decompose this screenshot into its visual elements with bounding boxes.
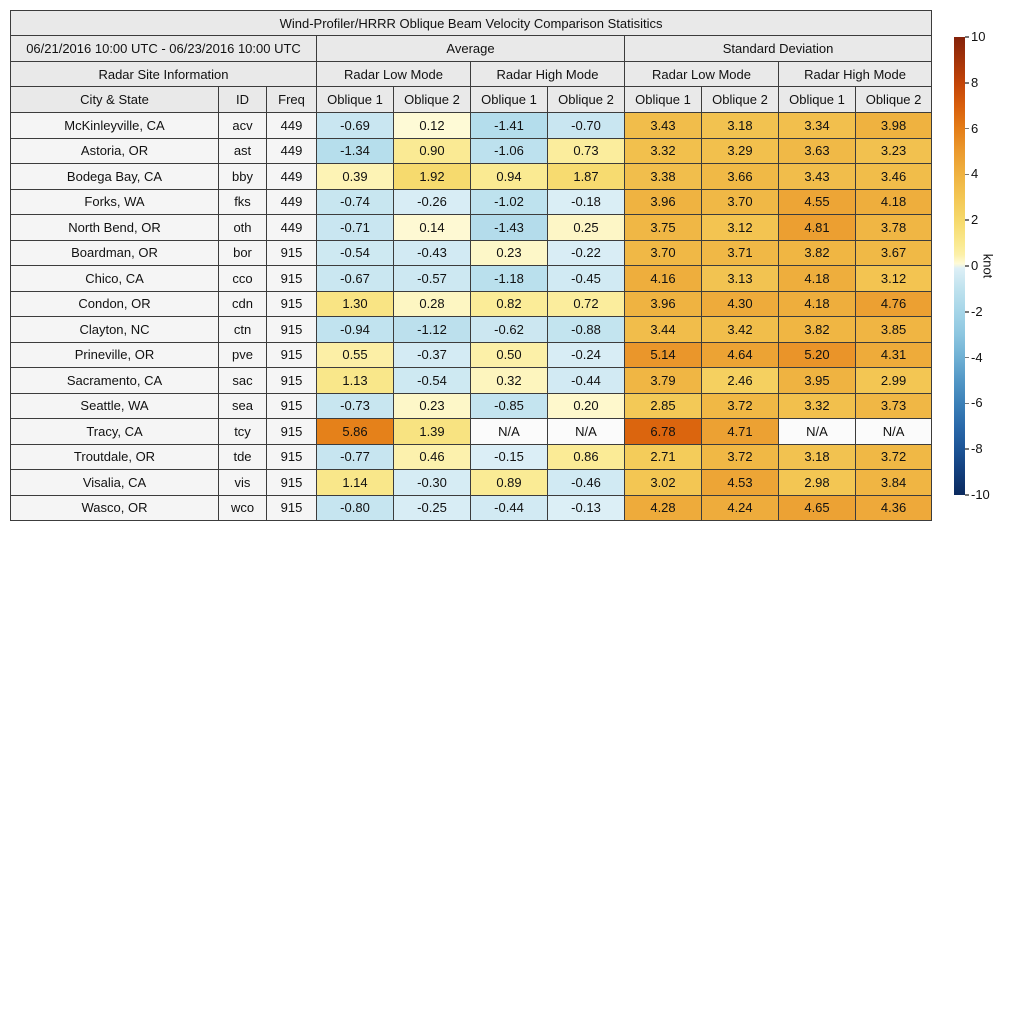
value-cell: 3.72 xyxy=(702,393,779,419)
colorbar-tick xyxy=(965,494,969,496)
value-cell: 4.18 xyxy=(856,189,932,215)
value-cell: 3.82 xyxy=(779,317,856,343)
value-cell: 0.94 xyxy=(471,164,548,190)
city-cell: North Bend, OR xyxy=(11,215,219,241)
col-freq: Freq xyxy=(267,87,317,113)
city-cell: Chico, CA xyxy=(11,266,219,292)
value-cell: 0.25 xyxy=(548,215,625,241)
value-cell: 2.46 xyxy=(702,368,779,394)
value-cell-na: N/A xyxy=(779,419,856,445)
value-cell: -0.62 xyxy=(471,317,548,343)
col-oblique-1: Oblique 1 xyxy=(779,87,856,113)
value-cell: -0.80 xyxy=(317,495,394,521)
freq-cell: 449 xyxy=(267,138,317,164)
value-cell: 3.18 xyxy=(702,113,779,139)
value-cell: 0.82 xyxy=(471,291,548,317)
table-row xyxy=(11,470,932,496)
value-cell: -0.85 xyxy=(471,393,548,419)
freq-cell: 915 xyxy=(267,291,317,317)
site-id-cell: bor xyxy=(219,240,267,266)
value-cell: 3.95 xyxy=(779,368,856,394)
city-cell: McKinleyville, CA xyxy=(11,113,219,139)
value-cell: 3.44 xyxy=(625,317,702,343)
value-cell: 4.28 xyxy=(625,495,702,521)
col-id: ID xyxy=(219,87,267,113)
value-cell: 4.81 xyxy=(779,215,856,241)
colorbar-tick-label: -4 xyxy=(971,349,983,365)
colorbar-tick xyxy=(965,82,969,84)
value-cell: -0.57 xyxy=(394,266,471,292)
colorbar-tick-label: -8 xyxy=(971,441,983,457)
value-cell: -0.45 xyxy=(548,266,625,292)
table-row xyxy=(11,113,932,139)
city-cell: Clayton, NC xyxy=(11,317,219,343)
stats-table xyxy=(10,10,932,521)
value-cell: -0.26 xyxy=(394,189,471,215)
value-cell: 4.24 xyxy=(702,495,779,521)
value-cell: 3.82 xyxy=(779,240,856,266)
value-cell: -0.54 xyxy=(317,240,394,266)
value-cell: 0.14 xyxy=(394,215,471,241)
freq-cell: 915 xyxy=(267,368,317,394)
value-cell: -0.67 xyxy=(317,266,394,292)
site-id-cell: oth xyxy=(219,215,267,241)
city-cell: Forks, WA xyxy=(11,189,219,215)
value-cell: 0.20 xyxy=(548,393,625,419)
table-row xyxy=(11,240,932,266)
value-cell: 1.14 xyxy=(317,470,394,496)
value-cell: 0.89 xyxy=(471,470,548,496)
value-cell: 3.42 xyxy=(702,317,779,343)
value-cell: -0.43 xyxy=(394,240,471,266)
value-cell: 3.72 xyxy=(702,444,779,470)
value-cell: -0.77 xyxy=(317,444,394,470)
value-cell: 4.30 xyxy=(702,291,779,317)
freq-cell: 915 xyxy=(267,342,317,368)
value-cell-na: N/A xyxy=(856,419,932,445)
site-info-header: Radar Site Information xyxy=(11,62,317,87)
value-cell: 5.20 xyxy=(779,342,856,368)
city-cell: Bodega Bay, CA xyxy=(11,164,219,190)
value-cell: 4.18 xyxy=(779,291,856,317)
col-oblique-2: Oblique 2 xyxy=(394,87,471,113)
value-cell: -1.02 xyxy=(471,189,548,215)
freq-cell: 449 xyxy=(267,189,317,215)
site-id-cell: ctn xyxy=(219,317,267,343)
value-cell-na: N/A xyxy=(471,419,548,445)
value-cell: 3.70 xyxy=(702,189,779,215)
table-row xyxy=(11,266,932,292)
value-cell: -0.25 xyxy=(394,495,471,521)
group-header-row xyxy=(11,36,932,62)
value-cell: 2.85 xyxy=(625,393,702,419)
value-cell: -1.34 xyxy=(317,138,394,164)
std-high-mode-header: Radar High Mode xyxy=(779,62,932,87)
value-cell: -1.18 xyxy=(471,266,548,292)
value-cell: 3.79 xyxy=(625,368,702,394)
value-cell: 5.14 xyxy=(625,342,702,368)
colorbar-tick xyxy=(965,403,969,405)
value-cell: -0.18 xyxy=(548,189,625,215)
date-range: 06/21/2016 10:00 UTC - 06/23/2016 10:00 UTC xyxy=(11,36,317,62)
colorbar-tick-label: 10 xyxy=(971,29,986,44)
value-cell: 4.64 xyxy=(702,342,779,368)
col-oblique-2: Oblique 2 xyxy=(548,87,625,113)
value-cell: 3.96 xyxy=(625,291,702,317)
value-cell: 3.32 xyxy=(625,138,702,164)
value-cell: -1.43 xyxy=(471,215,548,241)
value-cell: 4.31 xyxy=(856,342,932,368)
value-cell: -0.24 xyxy=(548,342,625,368)
colorbar-tick xyxy=(965,448,969,450)
table-title: Wind-Profiler/HRRR Oblique Beam Velocity Comparison Statisitics xyxy=(11,11,932,36)
value-cell: 3.85 xyxy=(856,317,932,343)
city-cell: Prineville, OR xyxy=(11,342,219,368)
value-cell: 3.75 xyxy=(625,215,702,241)
value-cell: 3.32 xyxy=(779,393,856,419)
freq-cell: 915 xyxy=(267,266,317,292)
freq-cell: 915 xyxy=(267,419,317,445)
site-id-cell: bby xyxy=(219,164,267,190)
city-cell: Wasco, OR xyxy=(11,495,219,521)
value-cell: 3.43 xyxy=(625,113,702,139)
avg-high-mode-header: Radar High Mode xyxy=(471,62,625,87)
city-cell: Tracy, CA xyxy=(11,419,219,445)
site-id-cell: vis xyxy=(219,470,267,496)
site-id-cell: cdn xyxy=(219,291,267,317)
value-cell: 0.55 xyxy=(317,342,394,368)
value-cell: 3.18 xyxy=(779,444,856,470)
city-cell: Sacramento, CA xyxy=(11,368,219,394)
colorbar-tick xyxy=(965,357,969,359)
value-cell: 2.71 xyxy=(625,444,702,470)
colorbar-tick xyxy=(965,36,969,38)
value-cell: 2.99 xyxy=(856,368,932,394)
value-cell: 1.39 xyxy=(394,419,471,445)
colorbar-tick xyxy=(965,265,969,267)
colorbar-tick xyxy=(965,174,969,176)
table-row xyxy=(11,215,932,241)
freq-cell: 915 xyxy=(267,240,317,266)
table-body xyxy=(11,113,932,521)
value-cell: -0.30 xyxy=(394,470,471,496)
colorbar-tick xyxy=(965,311,969,313)
value-cell: -1.12 xyxy=(394,317,471,343)
freq-cell: 915 xyxy=(267,495,317,521)
table-row xyxy=(11,138,932,164)
site-id-cell: sac xyxy=(219,368,267,394)
value-cell: 0.28 xyxy=(394,291,471,317)
colorbar-unit-label: knot xyxy=(980,253,996,279)
value-cell: 0.73 xyxy=(548,138,625,164)
colorbar-tick-label: -10 xyxy=(971,487,990,502)
value-cell: 3.67 xyxy=(856,240,932,266)
colorbar-tick-label: -2 xyxy=(971,303,983,319)
group-average: Average xyxy=(317,36,625,62)
city-cell: Boardman, OR xyxy=(11,240,219,266)
value-cell: 4.55 xyxy=(779,189,856,215)
col-city-state: City & State xyxy=(11,87,219,113)
value-cell: 0.12 xyxy=(394,113,471,139)
colorbar-tick-label: 4 xyxy=(971,166,979,182)
colorbar-tick-label: 2 xyxy=(971,212,979,228)
value-cell: 3.13 xyxy=(702,266,779,292)
value-cell: -0.22 xyxy=(548,240,625,266)
value-cell: 1.13 xyxy=(317,368,394,394)
value-cell: 0.86 xyxy=(548,444,625,470)
value-cell: 0.50 xyxy=(471,342,548,368)
colorbar-tick xyxy=(965,128,969,130)
value-cell: -0.69 xyxy=(317,113,394,139)
value-cell: 6.78 xyxy=(625,419,702,445)
value-cell: 4.36 xyxy=(856,495,932,521)
value-cell: -0.44 xyxy=(548,368,625,394)
table-row xyxy=(11,317,932,343)
value-cell: 3.84 xyxy=(856,470,932,496)
site-id-cell: tcy xyxy=(219,419,267,445)
value-cell: -0.37 xyxy=(394,342,471,368)
value-cell: 4.16 xyxy=(625,266,702,292)
value-cell: 3.46 xyxy=(856,164,932,190)
colorbar-tick-label: 8 xyxy=(971,74,979,90)
value-cell: 3.73 xyxy=(856,393,932,419)
value-cell: -0.54 xyxy=(394,368,471,394)
table-row xyxy=(11,419,932,445)
freq-cell: 449 xyxy=(267,113,317,139)
site-id-cell: tde xyxy=(219,444,267,470)
value-cell: 3.96 xyxy=(625,189,702,215)
value-cell: 3.29 xyxy=(702,138,779,164)
value-cell: 3.98 xyxy=(856,113,932,139)
value-cell: 0.23 xyxy=(394,393,471,419)
value-cell: -0.46 xyxy=(548,470,625,496)
col-oblique-1: Oblique 1 xyxy=(317,87,394,113)
table-row xyxy=(11,444,932,470)
freq-cell: 915 xyxy=(267,393,317,419)
value-cell: 0.72 xyxy=(548,291,625,317)
value-cell: -0.88 xyxy=(548,317,625,343)
value-cell: 3.43 xyxy=(779,164,856,190)
table-row xyxy=(11,368,932,394)
value-cell: -0.13 xyxy=(548,495,625,521)
city-cell: Astoria, OR xyxy=(11,138,219,164)
avg-low-mode-header: Radar Low Mode xyxy=(317,62,471,87)
value-cell: 5.86 xyxy=(317,419,394,445)
value-cell: 0.39 xyxy=(317,164,394,190)
value-cell: -0.71 xyxy=(317,215,394,241)
value-cell: -0.15 xyxy=(471,444,548,470)
value-cell: -0.44 xyxy=(471,495,548,521)
table-row xyxy=(11,291,932,317)
value-cell: 3.38 xyxy=(625,164,702,190)
value-cell: -0.70 xyxy=(548,113,625,139)
value-cell: 3.12 xyxy=(702,215,779,241)
value-cell: 3.78 xyxy=(856,215,932,241)
std-low-mode-header: Radar Low Mode xyxy=(625,62,779,87)
title-row xyxy=(11,11,932,36)
value-cell: 4.76 xyxy=(856,291,932,317)
freq-cell: 915 xyxy=(267,470,317,496)
value-cell: 4.18 xyxy=(779,266,856,292)
value-cell: 3.02 xyxy=(625,470,702,496)
colorbar-tick xyxy=(965,219,969,221)
mode-header-row xyxy=(11,62,932,87)
value-cell: 3.72 xyxy=(856,444,932,470)
freq-cell: 915 xyxy=(267,444,317,470)
group-standard-deviation: Standard Deviation xyxy=(625,36,932,62)
colorbar xyxy=(954,29,1024,502)
freq-cell: 449 xyxy=(267,164,317,190)
freq-cell: 915 xyxy=(267,317,317,343)
value-cell: -1.41 xyxy=(471,113,548,139)
table-row xyxy=(11,189,932,215)
colorbar-gradient xyxy=(954,37,965,495)
site-id-cell: wco xyxy=(219,495,267,521)
value-cell: -0.94 xyxy=(317,317,394,343)
value-cell: 3.66 xyxy=(702,164,779,190)
value-cell: 4.71 xyxy=(702,419,779,445)
city-cell: Condon, OR xyxy=(11,291,219,317)
site-id-cell: ast xyxy=(219,138,267,164)
column-header-row xyxy=(11,87,932,113)
value-cell: 0.32 xyxy=(471,368,548,394)
value-cell: -0.73 xyxy=(317,393,394,419)
col-oblique-1: Oblique 1 xyxy=(625,87,702,113)
value-cell: 4.53 xyxy=(702,470,779,496)
value-cell: 1.92 xyxy=(394,164,471,190)
city-cell: Troutdale, OR xyxy=(11,444,219,470)
table-row xyxy=(11,342,932,368)
colorbar-tick-label: 0 xyxy=(971,258,979,273)
value-cell: 1.87 xyxy=(548,164,625,190)
city-cell: Visalia, CA xyxy=(11,470,219,496)
colorbar-tick-label: -6 xyxy=(971,395,983,411)
site-id-cell: fks xyxy=(219,189,267,215)
value-cell: -1.06 xyxy=(471,138,548,164)
col-oblique-2: Oblique 2 xyxy=(702,87,779,113)
table-row xyxy=(11,393,932,419)
value-cell-na: N/A xyxy=(548,419,625,445)
value-cell: 0.23 xyxy=(471,240,548,266)
freq-cell: 449 xyxy=(267,215,317,241)
col-oblique-2: Oblique 2 xyxy=(856,87,932,113)
site-id-cell: acv xyxy=(219,113,267,139)
value-cell: 3.63 xyxy=(779,138,856,164)
value-cell: 3.34 xyxy=(779,113,856,139)
value-cell: 3.71 xyxy=(702,240,779,266)
site-id-cell: pve xyxy=(219,342,267,368)
site-id-cell: cco xyxy=(219,266,267,292)
colorbar-tick-label: 6 xyxy=(971,120,979,136)
value-cell: 3.12 xyxy=(856,266,932,292)
value-cell: -0.74 xyxy=(317,189,394,215)
value-cell: 1.30 xyxy=(317,291,394,317)
value-cell: 0.46 xyxy=(394,444,471,470)
value-cell: 0.90 xyxy=(394,138,471,164)
value-cell: 2.98 xyxy=(779,470,856,496)
value-cell: 4.65 xyxy=(779,495,856,521)
value-cell: 3.23 xyxy=(856,138,932,164)
site-id-cell: sea xyxy=(219,393,267,419)
table-row xyxy=(11,495,932,521)
city-cell: Seattle, WA xyxy=(11,393,219,419)
col-oblique-1: Oblique 1 xyxy=(471,87,548,113)
value-cell: 3.70 xyxy=(625,240,702,266)
table-row xyxy=(11,164,932,190)
